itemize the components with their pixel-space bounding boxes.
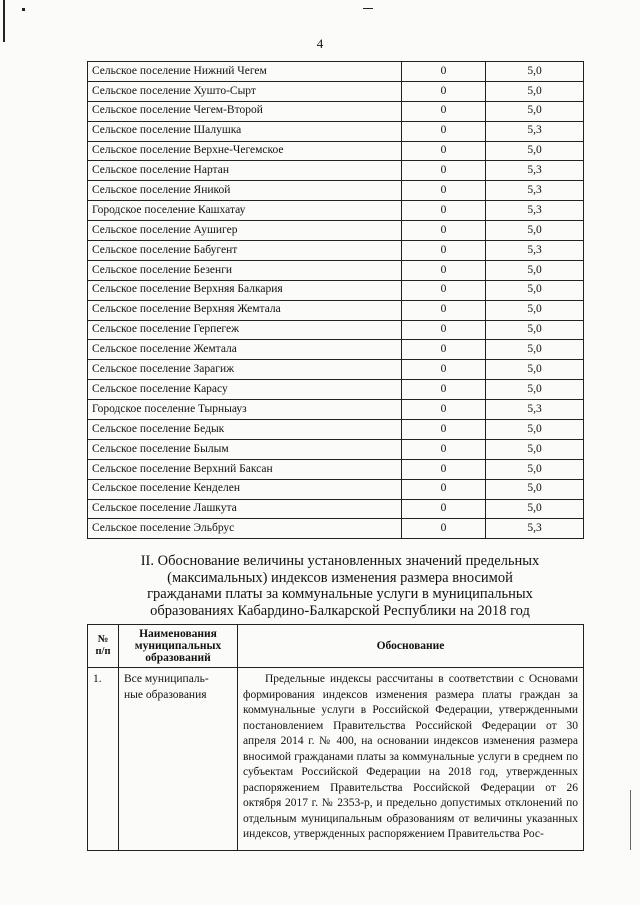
rate-value-second: 5,3 bbox=[486, 241, 584, 261]
rate-value-second: 5,0 bbox=[486, 300, 584, 320]
rate-value-first: 0 bbox=[402, 280, 486, 300]
municipality-name: Сельское поселение Былым bbox=[88, 439, 402, 459]
municipality-name: Сельское поселение Нижний Чегем bbox=[88, 62, 402, 82]
row-basis-text: Предельные индексы рассчитаны в соответствии с Основами формирования индексов изменения размера платы граждан за коммунальные услуги в Российской Федерации, утвержденными постановлением Правительства Российской Федерации от 30 апреля 2014 г. № 400, на основании индексов изменения размера вносимой гражданами платы за коммунальные услуги в среднем по субъектам Российской Федерации на 2018 год, утвержденных распоряжением Правительства Российской Федерации от 26 октября 2017 г. № 2353-р, и предельно допустимых отклонений по отдельным муниципальным образованиям от величины указанных индексов, утвержденных распоряжением Правительства Рос- bbox=[238, 668, 584, 851]
municipality-name: Городское поселение Тырныауз bbox=[88, 400, 402, 420]
rate-value-second: 5,0 bbox=[486, 380, 584, 400]
rate-value-second: 5,0 bbox=[486, 320, 584, 340]
rates-row bbox=[88, 62, 584, 82]
rates-table bbox=[87, 61, 584, 539]
rate-value-first: 0 bbox=[402, 121, 486, 141]
section-title-line: образованиях Кабардино-Балкарской Республики на 2018 год bbox=[150, 602, 530, 619]
rate-value-second: 5,3 bbox=[486, 201, 584, 221]
rates-row bbox=[88, 260, 584, 280]
section-title bbox=[90, 553, 590, 619]
municipality-name: Сельское поселение Бедык bbox=[88, 420, 402, 440]
rate-value-first: 0 bbox=[402, 260, 486, 280]
municipality-name: Сельское поселение Верхне-Чегемское bbox=[88, 141, 402, 161]
municipality-name: Сельское поселение Герпегеж bbox=[88, 320, 402, 340]
section-title-line: II. Обоснование величины установленных значений предельных bbox=[140, 553, 540, 569]
row-municipality-line: ные образования bbox=[124, 688, 207, 701]
rate-value-first: 0 bbox=[402, 81, 486, 101]
rates-row bbox=[88, 380, 584, 400]
rates-row bbox=[88, 479, 584, 499]
rate-value-first: 0 bbox=[402, 101, 486, 121]
rate-value-second: 5,0 bbox=[486, 479, 584, 499]
rates-row bbox=[88, 340, 584, 360]
rate-value-second: 5,0 bbox=[486, 81, 584, 101]
header-number-label: п/п bbox=[95, 646, 111, 657]
rate-value-first: 0 bbox=[402, 400, 486, 420]
justification-row bbox=[88, 668, 584, 851]
header-number bbox=[88, 625, 119, 668]
municipality-name: Сельское поселение Верхняя Жемтала bbox=[88, 300, 402, 320]
page-number: 4 bbox=[316, 36, 324, 51]
rate-value-second: 5,0 bbox=[486, 101, 584, 121]
scan-mark-right bbox=[630, 790, 631, 850]
rates-row bbox=[88, 121, 584, 141]
scan-mark-top bbox=[363, 8, 373, 9]
section-title-line: гражданами платы за коммунальные услуги в муниципальных bbox=[147, 586, 533, 602]
municipality-name: Сельское поселение Хушто-Сырт bbox=[88, 81, 402, 101]
municipality-name: Сельское поселение Яникой bbox=[88, 181, 402, 201]
rate-value-second: 5,0 bbox=[486, 141, 584, 161]
municipality-name: Сельское поселение Безенги bbox=[88, 260, 402, 280]
municipality-name: Сельское поселение Лашкута bbox=[88, 499, 402, 519]
rates-row bbox=[88, 221, 584, 241]
header-municipality bbox=[119, 625, 238, 668]
rate-value-first: 0 bbox=[402, 380, 486, 400]
justification-table bbox=[87, 624, 584, 851]
rate-value-first: 0 bbox=[402, 141, 486, 161]
rate-value-first: 0 bbox=[402, 360, 486, 380]
municipality-name: Сельское поселение Зарагиж bbox=[88, 360, 402, 380]
rates-row bbox=[88, 141, 584, 161]
rates-row bbox=[88, 280, 584, 300]
municipality-name: Сельское поселение Чегем-Второй bbox=[88, 101, 402, 121]
municipality-name: Сельское поселение Эльбрус bbox=[88, 519, 402, 539]
rates-row bbox=[88, 161, 584, 181]
rate-value-first: 0 bbox=[402, 241, 486, 261]
rate-value-second: 5,0 bbox=[486, 459, 584, 479]
header-number-sign: № bbox=[97, 634, 109, 645]
scan-mark-left-small bbox=[22, 8, 25, 11]
rate-value-second: 5,3 bbox=[486, 181, 584, 201]
rates-row bbox=[88, 439, 584, 459]
rate-value-first: 0 bbox=[402, 519, 486, 539]
municipality-name: Сельское поселение Шалушка bbox=[88, 121, 402, 141]
rates-row bbox=[88, 459, 584, 479]
municipality-name: Сельское поселение Карасу bbox=[88, 380, 402, 400]
header-municipality-line: образований bbox=[145, 652, 211, 664]
rate-value-second: 5,3 bbox=[486, 121, 584, 141]
rate-value-second: 5,0 bbox=[486, 340, 584, 360]
rate-value-first: 0 bbox=[402, 161, 486, 181]
municipality-name: Сельское поселение Аушигер bbox=[88, 221, 402, 241]
row-municipality-line: Все муниципаль- bbox=[124, 673, 209, 685]
rate-value-first: 0 bbox=[402, 439, 486, 459]
rates-row bbox=[88, 400, 584, 420]
rates-row bbox=[88, 101, 584, 121]
rates-row bbox=[88, 420, 584, 440]
municipality-name: Городское поселение Кашхатау bbox=[88, 201, 402, 221]
rates-row bbox=[88, 499, 584, 519]
header-basis: Обоснование bbox=[238, 625, 584, 668]
rates-row bbox=[88, 360, 584, 380]
rate-value-second: 5,0 bbox=[486, 260, 584, 280]
rates-row bbox=[88, 519, 584, 539]
rates-row bbox=[88, 241, 584, 261]
rate-value-second: 5,0 bbox=[486, 221, 584, 241]
municipality-name: Сельское поселение Бабугент bbox=[88, 241, 402, 261]
rates-row bbox=[88, 181, 584, 201]
municipality-name: Сельское поселение Жемтала bbox=[88, 340, 402, 360]
rate-value-first: 0 bbox=[402, 479, 486, 499]
rate-value-second: 5,0 bbox=[486, 439, 584, 459]
rate-value-first: 0 bbox=[402, 340, 486, 360]
rates-row bbox=[88, 300, 584, 320]
rate-value-second: 5,0 bbox=[486, 360, 584, 380]
rate-value-first: 0 bbox=[402, 499, 486, 519]
rates-row bbox=[88, 81, 584, 101]
header-municipality-line: муниципальных bbox=[134, 640, 222, 652]
rate-value-first: 0 bbox=[402, 420, 486, 440]
municipality-name: Сельское поселение Верхний Баксан bbox=[88, 459, 402, 479]
rates-row bbox=[88, 320, 584, 340]
rate-value-second: 5,3 bbox=[486, 161, 584, 181]
rate-value-second: 5,0 bbox=[486, 499, 584, 519]
justification-header-row bbox=[88, 625, 584, 668]
municipality-name: Сельское поселение Верхняя Балкария bbox=[88, 280, 402, 300]
rate-value-first: 0 bbox=[402, 181, 486, 201]
municipality-name: Сельское поселение Нартан bbox=[88, 161, 402, 181]
rate-value-second: 5,3 bbox=[486, 400, 584, 420]
rate-value-second: 5,3 bbox=[486, 519, 584, 539]
section-title-line: (максимальных) индексов изменения размера вносимой bbox=[167, 569, 513, 586]
rates-row bbox=[88, 201, 584, 221]
rate-value-first: 0 bbox=[402, 201, 486, 221]
row-number: 1. bbox=[88, 668, 119, 851]
rate-value-second: 5,0 bbox=[486, 62, 584, 82]
row-municipality bbox=[119, 668, 238, 851]
header-municipality-line: Наименования bbox=[139, 628, 217, 640]
rate-value-first: 0 bbox=[402, 62, 486, 82]
rate-value-first: 0 bbox=[402, 221, 486, 241]
rate-value-second: 5,0 bbox=[486, 420, 584, 440]
rate-value-first: 0 bbox=[402, 300, 486, 320]
municipality-name: Сельское поселение Кенделен bbox=[88, 479, 402, 499]
rate-value-first: 0 bbox=[402, 320, 486, 340]
rate-value-second: 5,0 bbox=[486, 280, 584, 300]
rate-value-first: 0 bbox=[402, 459, 486, 479]
